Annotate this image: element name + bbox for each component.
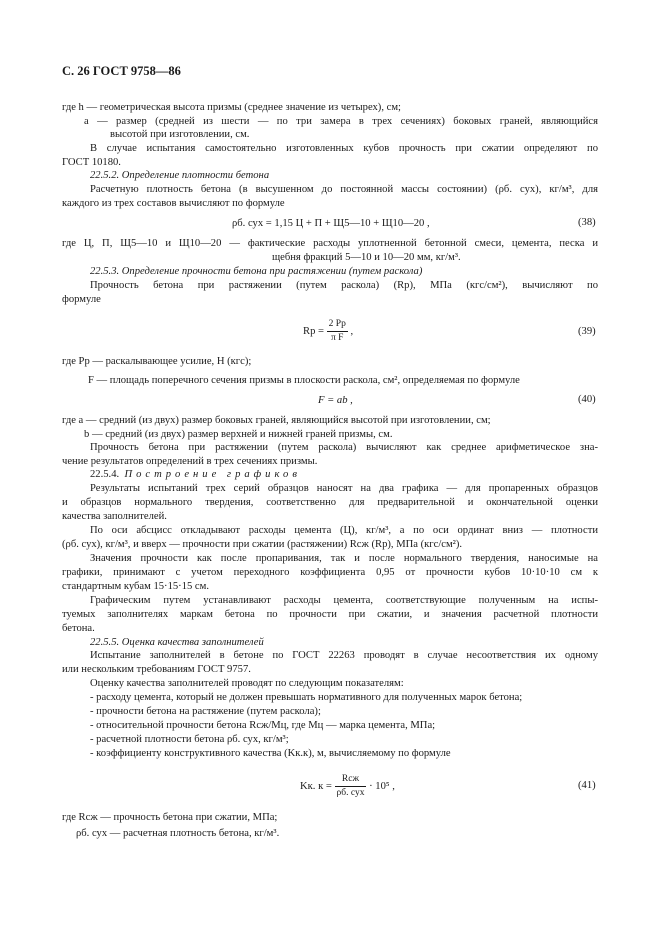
equation-41 bbox=[300, 773, 395, 800]
equation-tail: · 10⁵ , bbox=[369, 780, 395, 792]
text-line: каждого из трех составов вычисляют по формуле bbox=[62, 198, 285, 209]
text-line: ρб. сух — расчетная плотность бетона, кг/м³. bbox=[76, 828, 280, 839]
equation-number: (38) bbox=[578, 217, 596, 228]
text-line: стандартным кубам 15·15·15 см. bbox=[62, 581, 209, 592]
text-line: или нескольким требованиям ГОСТ 9757. bbox=[62, 664, 251, 675]
numerator: 2 Pр bbox=[327, 318, 348, 332]
list-item: - прочности бетона на растяжение (путем раскола); bbox=[90, 706, 321, 717]
text-line: Оценку качества заполнителей проводят по следующим показателям: bbox=[90, 678, 404, 689]
list-item: - относительной прочности бетона Rсж/Mц, где Mц — марка цемента, МПа; bbox=[90, 720, 436, 731]
text-line: качества заполнителей. bbox=[62, 511, 167, 522]
text-line: чение результатов определений в трех сечениях призмы. bbox=[62, 456, 318, 467]
section-heading: 22.5.5. Оценка качества заполнителей bbox=[90, 637, 264, 648]
text-line: ГОСТ 10180. bbox=[62, 157, 121, 168]
section-title: Построение графиков bbox=[124, 469, 301, 480]
fraction bbox=[327, 318, 348, 345]
text-line: (ρб. сух), кг/м³, и вверх — прочности при сжатии (растяжении) Rсж (Rр), МПа (кгс/см²). bbox=[62, 539, 463, 550]
text-line: высотой при изготовлении, см. bbox=[110, 129, 250, 140]
text-line: Прочность бетона при растяжении (путем раскола) (Rр), МПа (кгс/см²), вычисляют по bbox=[90, 280, 598, 291]
equation-38: ρб. сух = 1,15 Ц + П + Щ5—10 + Щ10—20 , bbox=[232, 218, 430, 229]
list-item: - расчетной плотности бетона ρб. сух, кг/м³; bbox=[90, 734, 289, 745]
text-line: a — размер (средней из шести — по три замера в трех сечениях) боковых граней, являющийся bbox=[84, 116, 598, 127]
text-line: где Pр — раскалывающее усилие, Н (кгс); bbox=[62, 356, 252, 367]
page-header: С. 26 ГОСТ 9758—86 bbox=[62, 64, 181, 78]
text-line: Значения прочности как после пропаривания, так и после нормального твердения, наносимые на bbox=[90, 553, 598, 564]
equation-40: F = ab , bbox=[318, 395, 353, 406]
text-line: графики, принимают с учетом переходного коэффициента 0,95 от прочности кубов 10·10·10 см к bbox=[62, 567, 598, 578]
text-line: где a — средний (из двух) размер боковых граней, являющийся высотой при изготовлении, см; bbox=[62, 415, 491, 426]
equation-lhs: Kк. к = bbox=[300, 780, 332, 792]
text-line: Испытание заполнителей в бетоне по ГОСТ 22263 проводят в случае несоответствия их одному bbox=[90, 650, 598, 661]
text-line: где h — геометрическая высота призмы (среднее значение из четырех), см; bbox=[62, 102, 401, 113]
section-heading: 22.5.3. Определение прочности бетона при растяжении (путем раскола) bbox=[90, 266, 423, 277]
text-line: Графическим путем устанавливают расходы цемента, соответствующие полученным на испы- bbox=[90, 595, 598, 606]
text-line: Расчетную плотность бетона (в высушенном до постоянной массы состоянии) (ρб. сух), кг/м³, для bbox=[90, 184, 598, 195]
text-line: В случае испытания самостоятельно изготовленных кубов прочность при сжатии определяют по bbox=[90, 143, 598, 154]
text-line: Результаты испытаний трех серий образцов наносят на два графика — для пропаренных образцов bbox=[90, 483, 598, 494]
equation-number: (39) bbox=[578, 326, 596, 337]
section-number: 22.5.4. bbox=[90, 469, 120, 480]
text-line: туемых заполнителях маркам бетона по прочности при сжатии, и значения расчетной плотности bbox=[62, 609, 598, 620]
equation-number: (41) bbox=[578, 780, 596, 791]
list-item: - расходу цемента, который не должен превышать нормативного для полученных марок бетона; bbox=[90, 692, 523, 703]
text-line: и образцов нормального твердения, соответственно для предварительной и окончательной оценки bbox=[62, 497, 598, 508]
fraction bbox=[335, 773, 367, 800]
text-line: бетона. bbox=[62, 623, 95, 634]
text-line: F — площадь поперечного сечения призмы в плоскости раскола, см², определяемая по формуле bbox=[88, 375, 520, 386]
text-line: По оси абсцисс откладывают расходы цемента (Ц), кг/м³, а по оси ординат вниз — плотности bbox=[90, 525, 598, 536]
text-line: щебня фракций 5—10 и 10—20 мм, кг/м³. bbox=[272, 252, 461, 263]
text-line: где Ц, П, Щ5—10 и Щ10—20 — фактические расходы уплотненной бетонной смеси, цемента, песка и bbox=[62, 238, 598, 249]
denominator: π F bbox=[331, 333, 344, 343]
equation-lhs: Rр = bbox=[303, 325, 324, 337]
text-line: где Rсж — прочность бетона при сжатии, МПа; bbox=[62, 812, 278, 823]
text-line: Прочность бетона при растяжении (путем раскола) вычисляют как среднее арифметическое зна- bbox=[90, 442, 598, 453]
denominator: ρб. сух bbox=[336, 788, 365, 798]
equation-39: Rр = $\frac{2 Pр}{\text{π F}}$ , bbox=[303, 319, 354, 343]
section-heading bbox=[90, 468, 301, 481]
list-item: - коэффициенту конструктивного качества (Kк.к), м, вычисляемому по формуле bbox=[90, 748, 451, 759]
section-heading: 22.5.2. Определение плотности бетона bbox=[90, 170, 270, 181]
numerator: Rсж bbox=[335, 773, 367, 787]
equation-number: (40) bbox=[578, 394, 596, 405]
text-line: формуле bbox=[62, 294, 101, 305]
text-line: b — средний (из двух) размер верхней и нижней граней призмы, см. bbox=[84, 429, 393, 440]
